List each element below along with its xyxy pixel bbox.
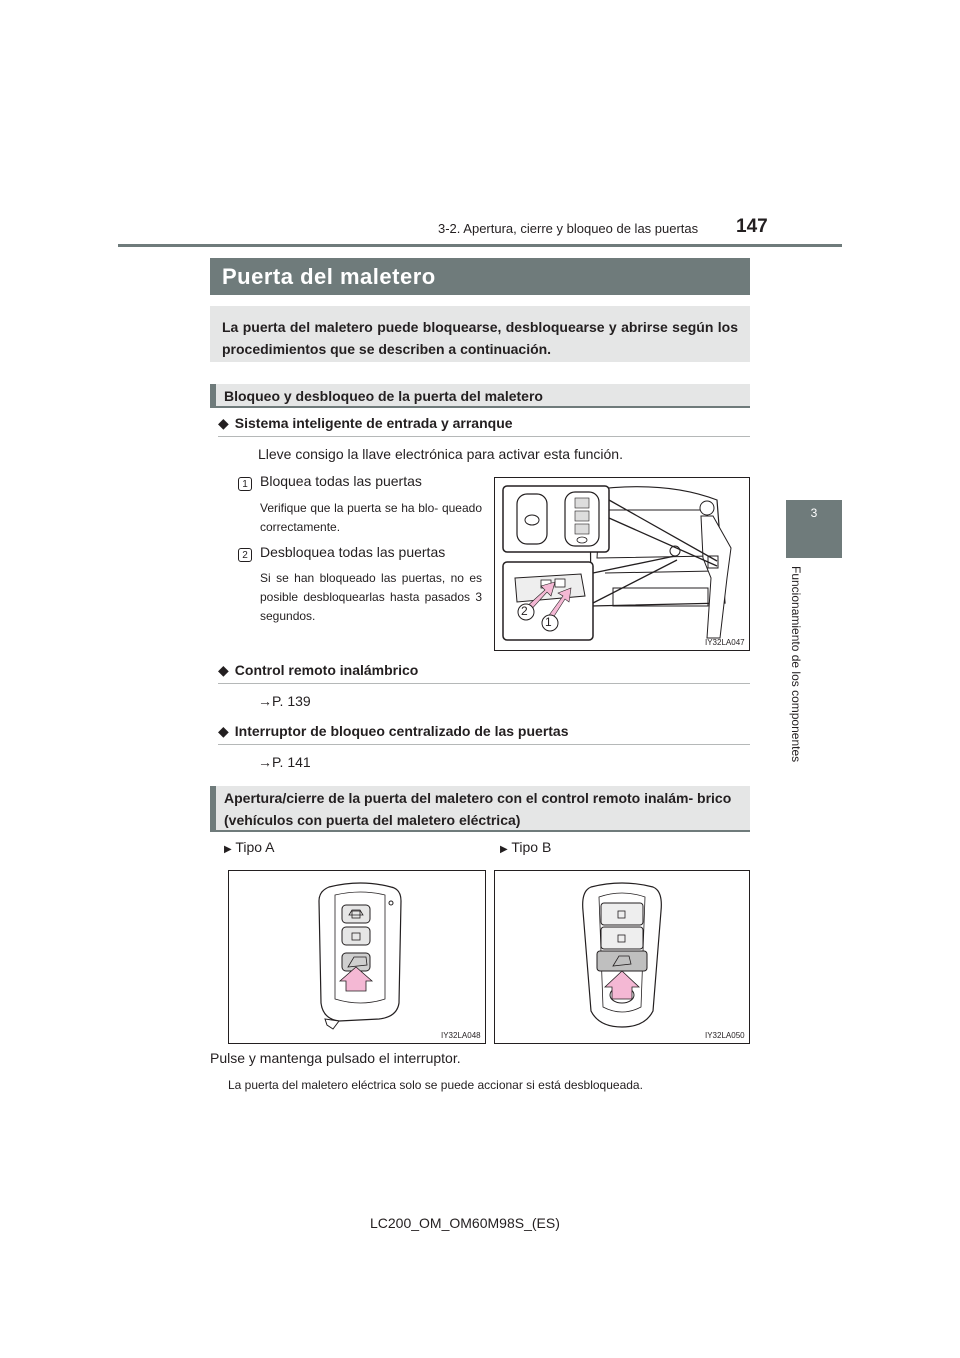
step-2-badge: 2 xyxy=(238,545,252,563)
diamond-icon: ◆ xyxy=(218,723,229,739)
ref-central-lock-text: P. 141 xyxy=(272,754,311,770)
figure-code: IY32LA047 xyxy=(705,638,745,647)
key-type-a-illustration xyxy=(229,871,485,1043)
type-b-text: Tipo B xyxy=(511,839,552,855)
item-central-lock-title: Interruptor de bloqueo centralizado de las puertas xyxy=(234,723,569,739)
section-heading-remote-open: Apertura/cierre de la puerta del maletero con el control remoto inalám- brico (vehículos con puerta del maletero eléctrica) xyxy=(210,786,750,832)
item-wireless-remote xyxy=(218,659,750,684)
figure-b-code: IY32LA050 xyxy=(705,1031,745,1040)
callout-2: 2 xyxy=(521,604,528,618)
chapter-title: Funcionamiento de los componentes xyxy=(789,566,803,763)
header-rule xyxy=(118,244,842,247)
diamond-icon: ◆ xyxy=(218,415,229,431)
step-1-note: Verifique que la puerta se ha blo- queado correctamente. xyxy=(260,501,482,534)
item-wireless-remote-title: Control remoto inalámbrico xyxy=(234,662,419,678)
item-smart-entry-title: Sistema inteligente de entrada y arranque xyxy=(234,415,513,431)
callout-1: 1 xyxy=(545,615,552,629)
step-1-text: Bloquea todas las puertas xyxy=(260,473,422,489)
step-1-badge: 1 xyxy=(238,474,252,492)
header-section-title: 3-2. Apertura, cierre y bloqueo de las puertas xyxy=(438,221,699,236)
section-heading-lock: Bloqueo y desbloqueo de la puerta del maletero xyxy=(210,384,750,408)
ref-central-lock[interactable] xyxy=(258,754,311,770)
smart-entry-description: Lleve consigo la llave electrónica para activar esta función. xyxy=(258,446,623,462)
chapter-tab xyxy=(786,500,842,558)
ref-wireless-remote-text: P. 139 xyxy=(272,693,311,709)
type-a-text: Tipo A xyxy=(235,839,275,855)
key-type-b-illustration xyxy=(495,871,749,1043)
triangle-right-icon: ▶ xyxy=(500,844,508,855)
page-title: Puerta del maletero xyxy=(210,258,750,295)
instruction-text: Pulse y mantenga pulsado el interruptor. xyxy=(210,1050,461,1066)
arrow-right-icon: → xyxy=(258,693,272,709)
figure-key-type-b xyxy=(494,870,750,1044)
triangle-right-icon: ▶ xyxy=(224,844,232,855)
arrow-right-icon: → xyxy=(258,754,272,770)
figure-a-code: IY32LA048 xyxy=(441,1031,481,1040)
step-2-text: Desbloquea todas las puertas xyxy=(260,544,446,560)
tailgate-illustration xyxy=(495,478,749,650)
chapter-number: 3 xyxy=(810,506,818,520)
page-number: 147 xyxy=(736,216,768,237)
figure-key-type-a xyxy=(228,870,486,1044)
intro-text: La puerta del maletero puede bloquearse, desbloquearse y abrirse según los procedimientos que se describen a continuación. xyxy=(210,306,750,362)
item-central-lock xyxy=(218,720,750,745)
type-a-label xyxy=(224,839,275,855)
diamond-icon: ◆ xyxy=(218,662,229,678)
type-b-label xyxy=(500,839,551,855)
figure-tailgate-lock xyxy=(494,477,750,651)
note-text: La puerta del maletero eléctrica solo se puede accionar si está desbloqueada. xyxy=(228,1078,643,1092)
step-2-note: Si se han bloqueado las puertas, no es posible desbloquearlas hasta pasados 3 segundos. xyxy=(260,571,482,623)
item-smart-entry xyxy=(218,412,750,437)
ref-wireless-remote[interactable] xyxy=(258,693,311,709)
footer-code: LC200_OM_OM60M98S_(ES) xyxy=(370,1215,560,1231)
